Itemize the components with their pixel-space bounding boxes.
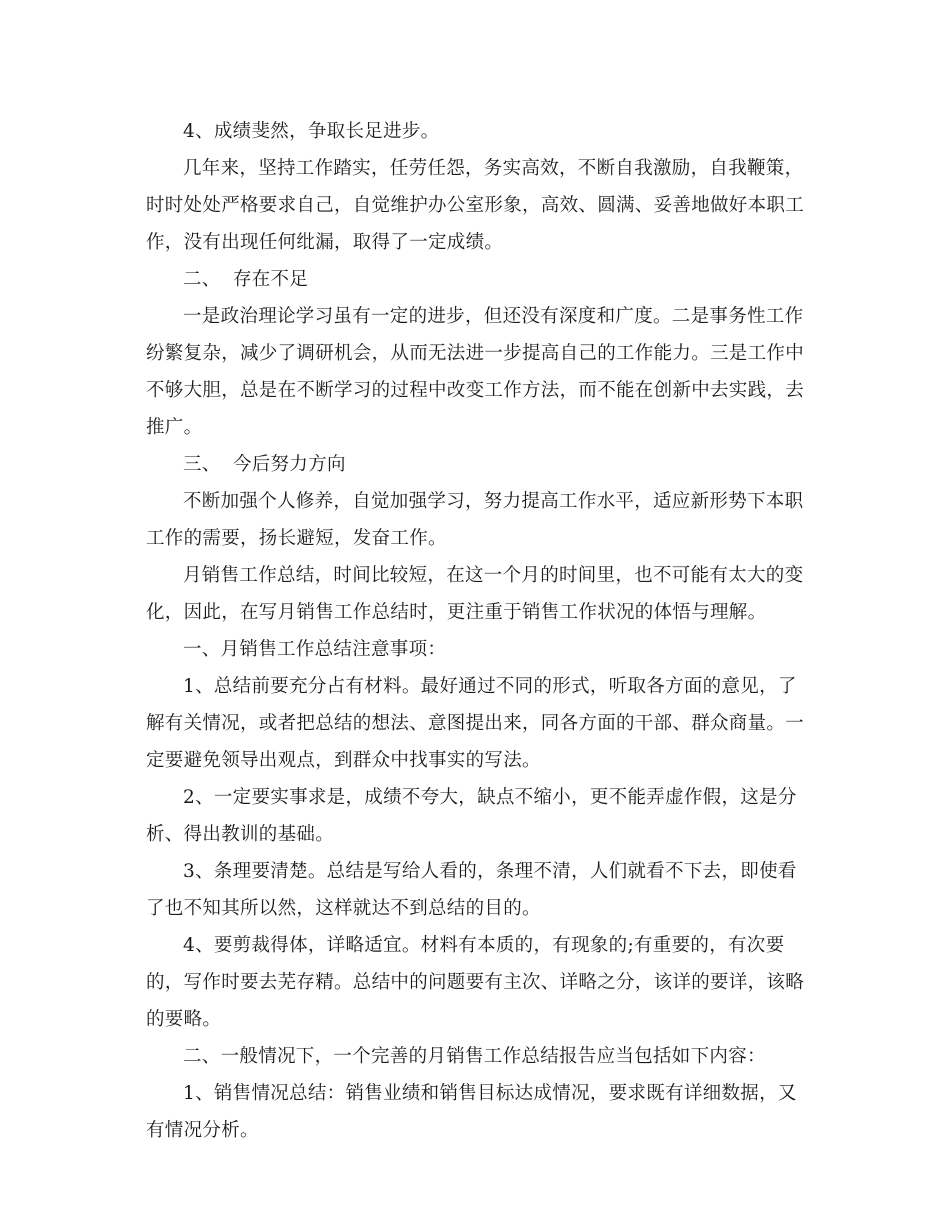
paragraph-future-heading: 三、 今后努力方向 (183, 454, 346, 475)
document-body (146, 113, 812, 1149)
paragraph-achievement-body: 几年来，坚持工作踏实，任劳任怨，务实高效，不断自我激励，自我鞭策，时时处处严格要求自己，自觉维护办公室形象，高效、圆满、妥善地做好本职工作，没有出现任何纰漏，取得了一定成绩。 (146, 158, 805, 253)
paragraph-shortcomings-heading: 二、 存在不足 (183, 269, 309, 290)
paragraph-note-1: 1、总结前要充分占有材料。最好通过不同的形式，听取各方面的意见，了解有关情况，或者把总结的想法、意图提出来，同各方面的干部、群众商量。一定要避免领导出观点，到群众中找事实的写法。 (146, 676, 805, 771)
paragraph-contents-1: 1、销售情况总结：销售业绩和销售目标达成情况，要求既有详细数据，又有情况分析。 (146, 1083, 797, 1141)
paragraph-notes-heading: 一、月销售工作总结注意事项： (183, 639, 447, 660)
paragraph-note-3: 3、条理要清楚。总结是写给人看的，条理不清，人们就看不下去，即使看了也不知其所以然，这样就达不到总结的目的。 (146, 861, 797, 919)
paragraph-note-2: 2、一定要实事求是，成绩不夸大，缺点不缩小，更不能弄虚作假，这是分析、得出教训的基础。 (146, 787, 797, 845)
paragraph-contents-heading: 二、一般情况下，一个完善的月销售工作总结报告应当包括如下内容： (183, 1046, 766, 1067)
paragraph-monthly-intro: 月销售工作总结，时间比较短，在这一个月的时间里，也不可能有太大的变化，因此，在写月销售工作总结时，更注重于销售工作状况的体悟与理解。 (146, 565, 804, 623)
paragraph-note-4: 4、要剪裁得体，详略适宜。材料有本质的，有现象的;有重要的，有次要的，写作时要去芜存精。总结中的问题要有主次、详略之分，该详的要详，该略的要略。 (146, 935, 805, 1030)
paragraph-achievement-heading: 4、成绩斐然，争取长足进步。 (183, 121, 440, 142)
paragraph-shortcomings-body: 一是政治理论学习虽有一定的进步，但还没有深度和广度。二是事务性工作纷繁复杂，减少了调研机会，从而无法进一步提高自己的工作能力。三是工作中不够大胆，总是在不断学习的过程中改变工作方法，而不能在创新中去实践，去推广。 (146, 306, 805, 438)
paragraph-future-body: 不断加强个人修养，自觉加强学习，努力提高工作水平，适应新形势下本职工作的需要，扬长避短，发奋工作。 (146, 491, 804, 549)
